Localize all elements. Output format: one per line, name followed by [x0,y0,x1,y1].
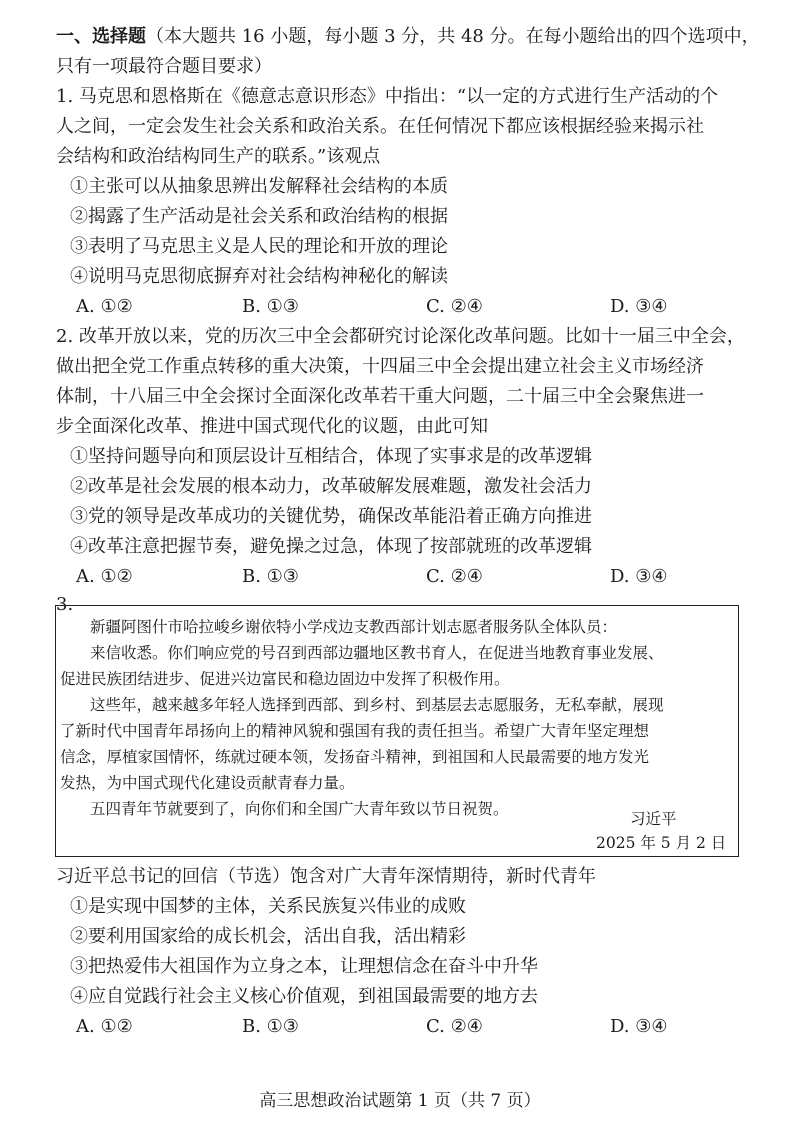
q2-choices [76,562,760,592]
q3-choice-a: A. ①② [76,1016,133,1037]
page-footer: 高三思想政治试题第 1 页（共 7 页） [259,1091,541,1111]
letter-line: 五四青年节就要到了，向你们和全国广大青年致以节日祝贺。 [90,800,509,818]
letter-line: 来信收悉。你们响应党的号召到西部边疆地区教书育人，在促进当地教育事业发展、 [90,644,664,662]
q1-option: ③表明了马克思主义是人民的理论和开放的理论 [70,236,448,257]
section-header [56,22,760,82]
reply-letter-box [55,605,739,857]
q3-choice-c: C. ②④ [426,1016,483,1037]
q2-choice-d: D. ③④ [610,566,668,587]
q2-choice-b: B. ①③ [242,566,299,587]
section-label: 一、选择题 [56,26,146,47]
q1-stem-line: 1. 马克思和恩格斯在《德意志意识形态》中指出：“以一定的方式进行生产活动的个 [56,86,719,107]
letter-signature: 习近平 [630,810,677,828]
q1-choice-d: D. ③④ [610,296,668,317]
letter-line: 这些年，越来越多年轻人选择到西部、到乡村、到基层去志愿服务，无私奉献，展现 [90,696,664,714]
q2-option: ④改革注意把握节奏，避免操之过急，体现了按部就班的改革逻辑 [70,536,592,557]
q2-stem-line: 2. 改革开放以来，党的历次三中全会都研究讨论深化改革问题。比如十一届三中全会， [56,326,745,347]
q3-option: ②要利用国家给的成长机会，活出自我，活出精彩 [70,926,466,947]
q2-option: ①坚持问题导向和顶层设计互相结合，体现了实事求是的改革逻辑 [70,446,592,467]
q3-choice-b: B. ①③ [242,1016,299,1037]
letter-line: 了新时代中国青年昂扬向上的精神风貌和强国有我的责任担当。希望广大青年坚定理想 [60,722,650,740]
q3-choice-d: D. ③④ [610,1016,668,1037]
q1-stem-line: 人之间，一定会发生社会关系和政治关系。在任何情况下都应该根据经验来揭示社 [56,116,704,137]
letter-line: 新疆阿图什市哈拉峻乡谢依特小学戍边支教西部计划志愿者服务队全体队员： [90,618,618,636]
q1-choice-c: C. ②④ [426,296,483,317]
q3-choices [76,1012,760,1042]
letter-line: 信念，厚植家国情怀，练就过硬本领，发扬奋斗精神，到祖国和人民最需要的地方发光 [60,748,650,766]
letter-date: 2025 年 5 月 2 日 [596,834,727,852]
q3-stem-line: 习近平总书记的回信（节选）饱含对广大青年深情期待，新时代青年 [56,866,596,887]
q2-choice-c: C. ②④ [426,566,483,587]
q1-stem-line: 会结构和政治结构同生产的联系。”该观点 [56,146,381,167]
q2-stem-line: 做出把全党工作重点转移的重大决策，十四届三中全会提出建立社会主义市场经济 [56,356,704,377]
q3-option: ③把热爱伟大祖国作为立身之本，让理想信念在奋斗中升华 [70,956,538,977]
q2-option: ③党的领导是改革成功的关键优势，确保改革能沿着正确方向推进 [70,506,592,527]
q1-option: ④说明马克思彻底摒弃对社会结构神秘化的解读 [70,266,448,287]
letter-line: 促进民族团结进步、促进兴边富民和稳边固边中发挥了积极作用。 [60,670,510,688]
q3-option: ④应自觉践行社会主义核心价值观，到祖国最需要的地方去 [70,986,538,1007]
q1-choice-b: B. ①③ [242,296,299,317]
q1-choice-a: A. ①② [76,296,133,317]
q1-option: ②揭露了生产活动是社会关系和政治结构的根据 [70,206,448,227]
q2-option: ②改革是社会发展的根本动力，改革破解发展难题，激发社会活力 [70,476,592,497]
q1-choices [76,292,760,322]
q1-option: ①主张可以从抽象思辨出发解释社会结构的本质 [70,176,448,197]
section-instruction-2: 只有一项最符合题目要求） [56,56,272,77]
q3-option: ①是实现中国梦的主体，关系民族复兴伟业的成败 [70,896,466,917]
q2-stem-line: 步全面深化改革、推进中国式现代化的议题，由此可知 [56,416,488,437]
q2-stem-line: 体制，十八届三中全会探讨全面深化改革若干重大问题，二十届三中全会聚焦进一 [56,386,704,407]
section-instruction-1: （本大题共 16 小题，每小题 3 分，共 48 分。在每小题给出的四个选项中， [146,26,760,47]
q2-choice-a: A. ①② [76,566,133,587]
letter-line: 发热，为中国式现代化建设贡献青春力量。 [60,774,355,792]
q3-number: 3. [56,594,74,615]
